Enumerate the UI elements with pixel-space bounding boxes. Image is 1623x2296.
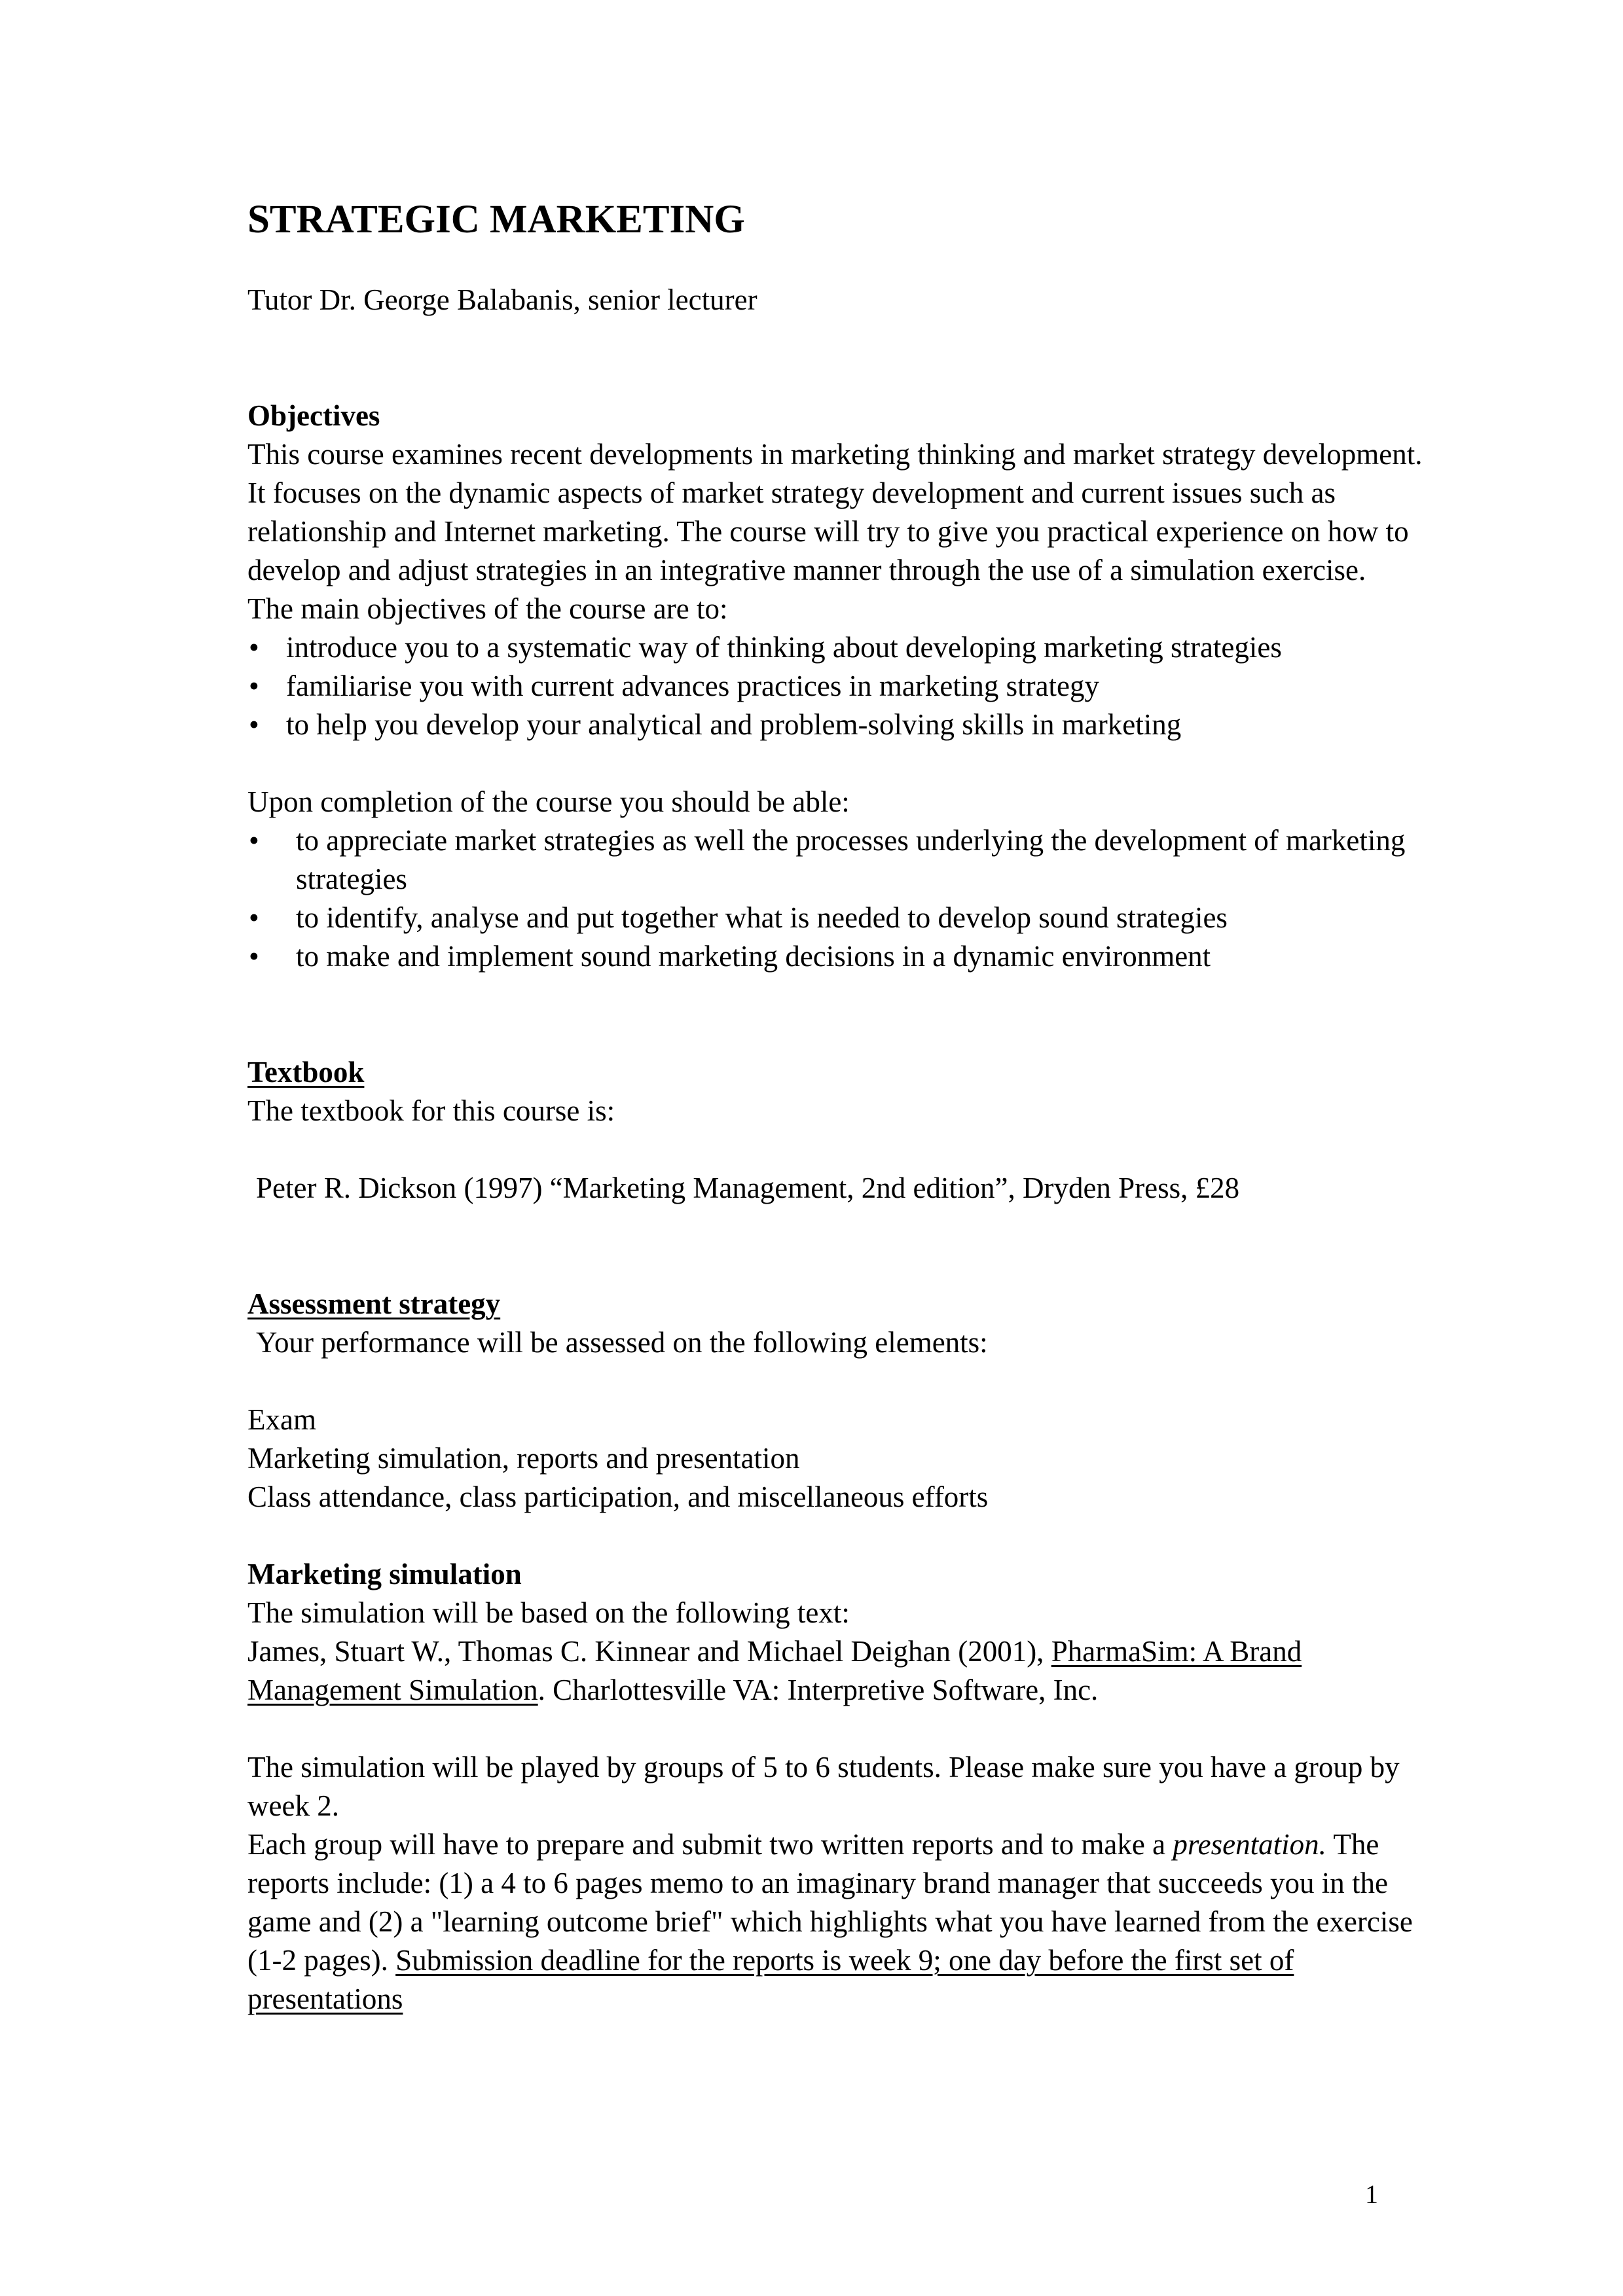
tutor-line: Tutor Dr. George Balabanis, senior lecturer: [247, 283, 757, 316]
bullet-icon: •: [249, 824, 259, 857]
textbook-reference: Peter R. Dickson (1997) “Marketing Management, 2nd edition”, Dryden Press, £28: [256, 1172, 1240, 1204]
completion-list: [247, 821, 1426, 976]
reports-body: The reports include: (1) a 4 to 6 pages memo to an imaginary brand manager that succeeds you in the game and (2) a "learning outcome brief" which highlights what you have learned from the exercise (1-2 pages).: [247, 1828, 1413, 1977]
list-item-text: to make and implement sound marketing decisions in a dynamic environment: [296, 940, 1211, 973]
list-item: [247, 706, 1426, 744]
citation-title: PharmaSim: A Brand Management Simulation: [247, 1635, 1302, 1706]
assessment-items: [247, 1401, 1426, 1516]
bullet-icon: •: [249, 708, 259, 741]
completion-intro: Upon completion of the course you should be able:: [247, 785, 850, 818]
objectives-heading: Objectives: [247, 399, 380, 432]
bullet-icon: •: [249, 901, 259, 934]
simulation-intro: The simulation will be based on the following text:: [247, 1596, 850, 1629]
assessment-item: Class attendance, class participation, and miscellaneous efforts: [247, 1480, 989, 1513]
assessment-intro: Your performance will be assessed on the following elements:: [256, 1326, 988, 1359]
bullet-icon: •: [249, 631, 259, 664]
simulation-citation: [247, 1632, 1426, 1710]
list-item: [247, 821, 1426, 899]
simulation-groups: The simulation will be played by groups of 5 to 6 students. Please make sure you have a group by week 2.: [247, 1751, 1400, 1822]
page-number: 1: [1365, 2179, 1378, 2209]
objectives-list: [247, 628, 1426, 744]
list-item-text: to identify, analyse and put together what is needed to develop sound strategies: [296, 901, 1228, 934]
citation-authors: James, Stuart W., Thomas C. Kinnear and Michael Deighan (2001),: [247, 1635, 1051, 1668]
bullet-icon: •: [249, 940, 259, 973]
objectives-intro: The main objectives of the course are to:: [247, 592, 728, 625]
textbook-heading: Textbook: [247, 1056, 365, 1088]
objectives-paragraph: This course examines recent developments in marketing thinking and market strategy development. It focuses on the dynamic aspects of market strategy development and current issues such as relationship and Internet marketing. The course will try to give you practical experience on how to develop and adjust strategies in an integrative manner through the use of a simulation exercise.: [247, 438, 1423, 586]
reports-lead: Each group will have to prepare and submit two written reports and to make a: [247, 1828, 1173, 1861]
assessment-item: Marketing simulation, reports and presentation: [247, 1442, 800, 1475]
textbook-intro: The textbook for this course is:: [247, 1094, 615, 1127]
assessment-item: Exam: [247, 1403, 316, 1436]
simulation-heading: Marketing simulation: [247, 1558, 522, 1590]
list-item: [247, 899, 1426, 937]
list-item-text: introduce you to a systematic way of thinking about developing marketing strategies: [286, 631, 1282, 664]
submission-deadline: Submission deadline for the reports is week 9; one day before the first set of presentations: [247, 1944, 1294, 2015]
reports-emphasis: presentation.: [1173, 1828, 1326, 1861]
citation-publisher: . Charlottesville VA: Interpretive Software, Inc.: [538, 1674, 1099, 1706]
list-item: [247, 628, 1426, 667]
document-title: STRATEGIC MARKETING: [247, 198, 745, 242]
list-item-text: familiarise you with current advances practices in marketing strategy: [286, 670, 1100, 702]
list-item-text: to help you develop your analytical and problem-solving skills in marketing: [286, 708, 1182, 741]
document-body: [247, 194, 1426, 2018]
list-item-text: to appreciate market strategies as well the processes underlying the development of marketing strategies: [296, 824, 1406, 895]
simulation-reports: [247, 1825, 1426, 2018]
bullet-icon: •: [249, 670, 259, 702]
list-item: [247, 937, 1426, 976]
list-item: [247, 667, 1426, 706]
assessment-heading: Assessment strategy: [247, 1287, 501, 1320]
